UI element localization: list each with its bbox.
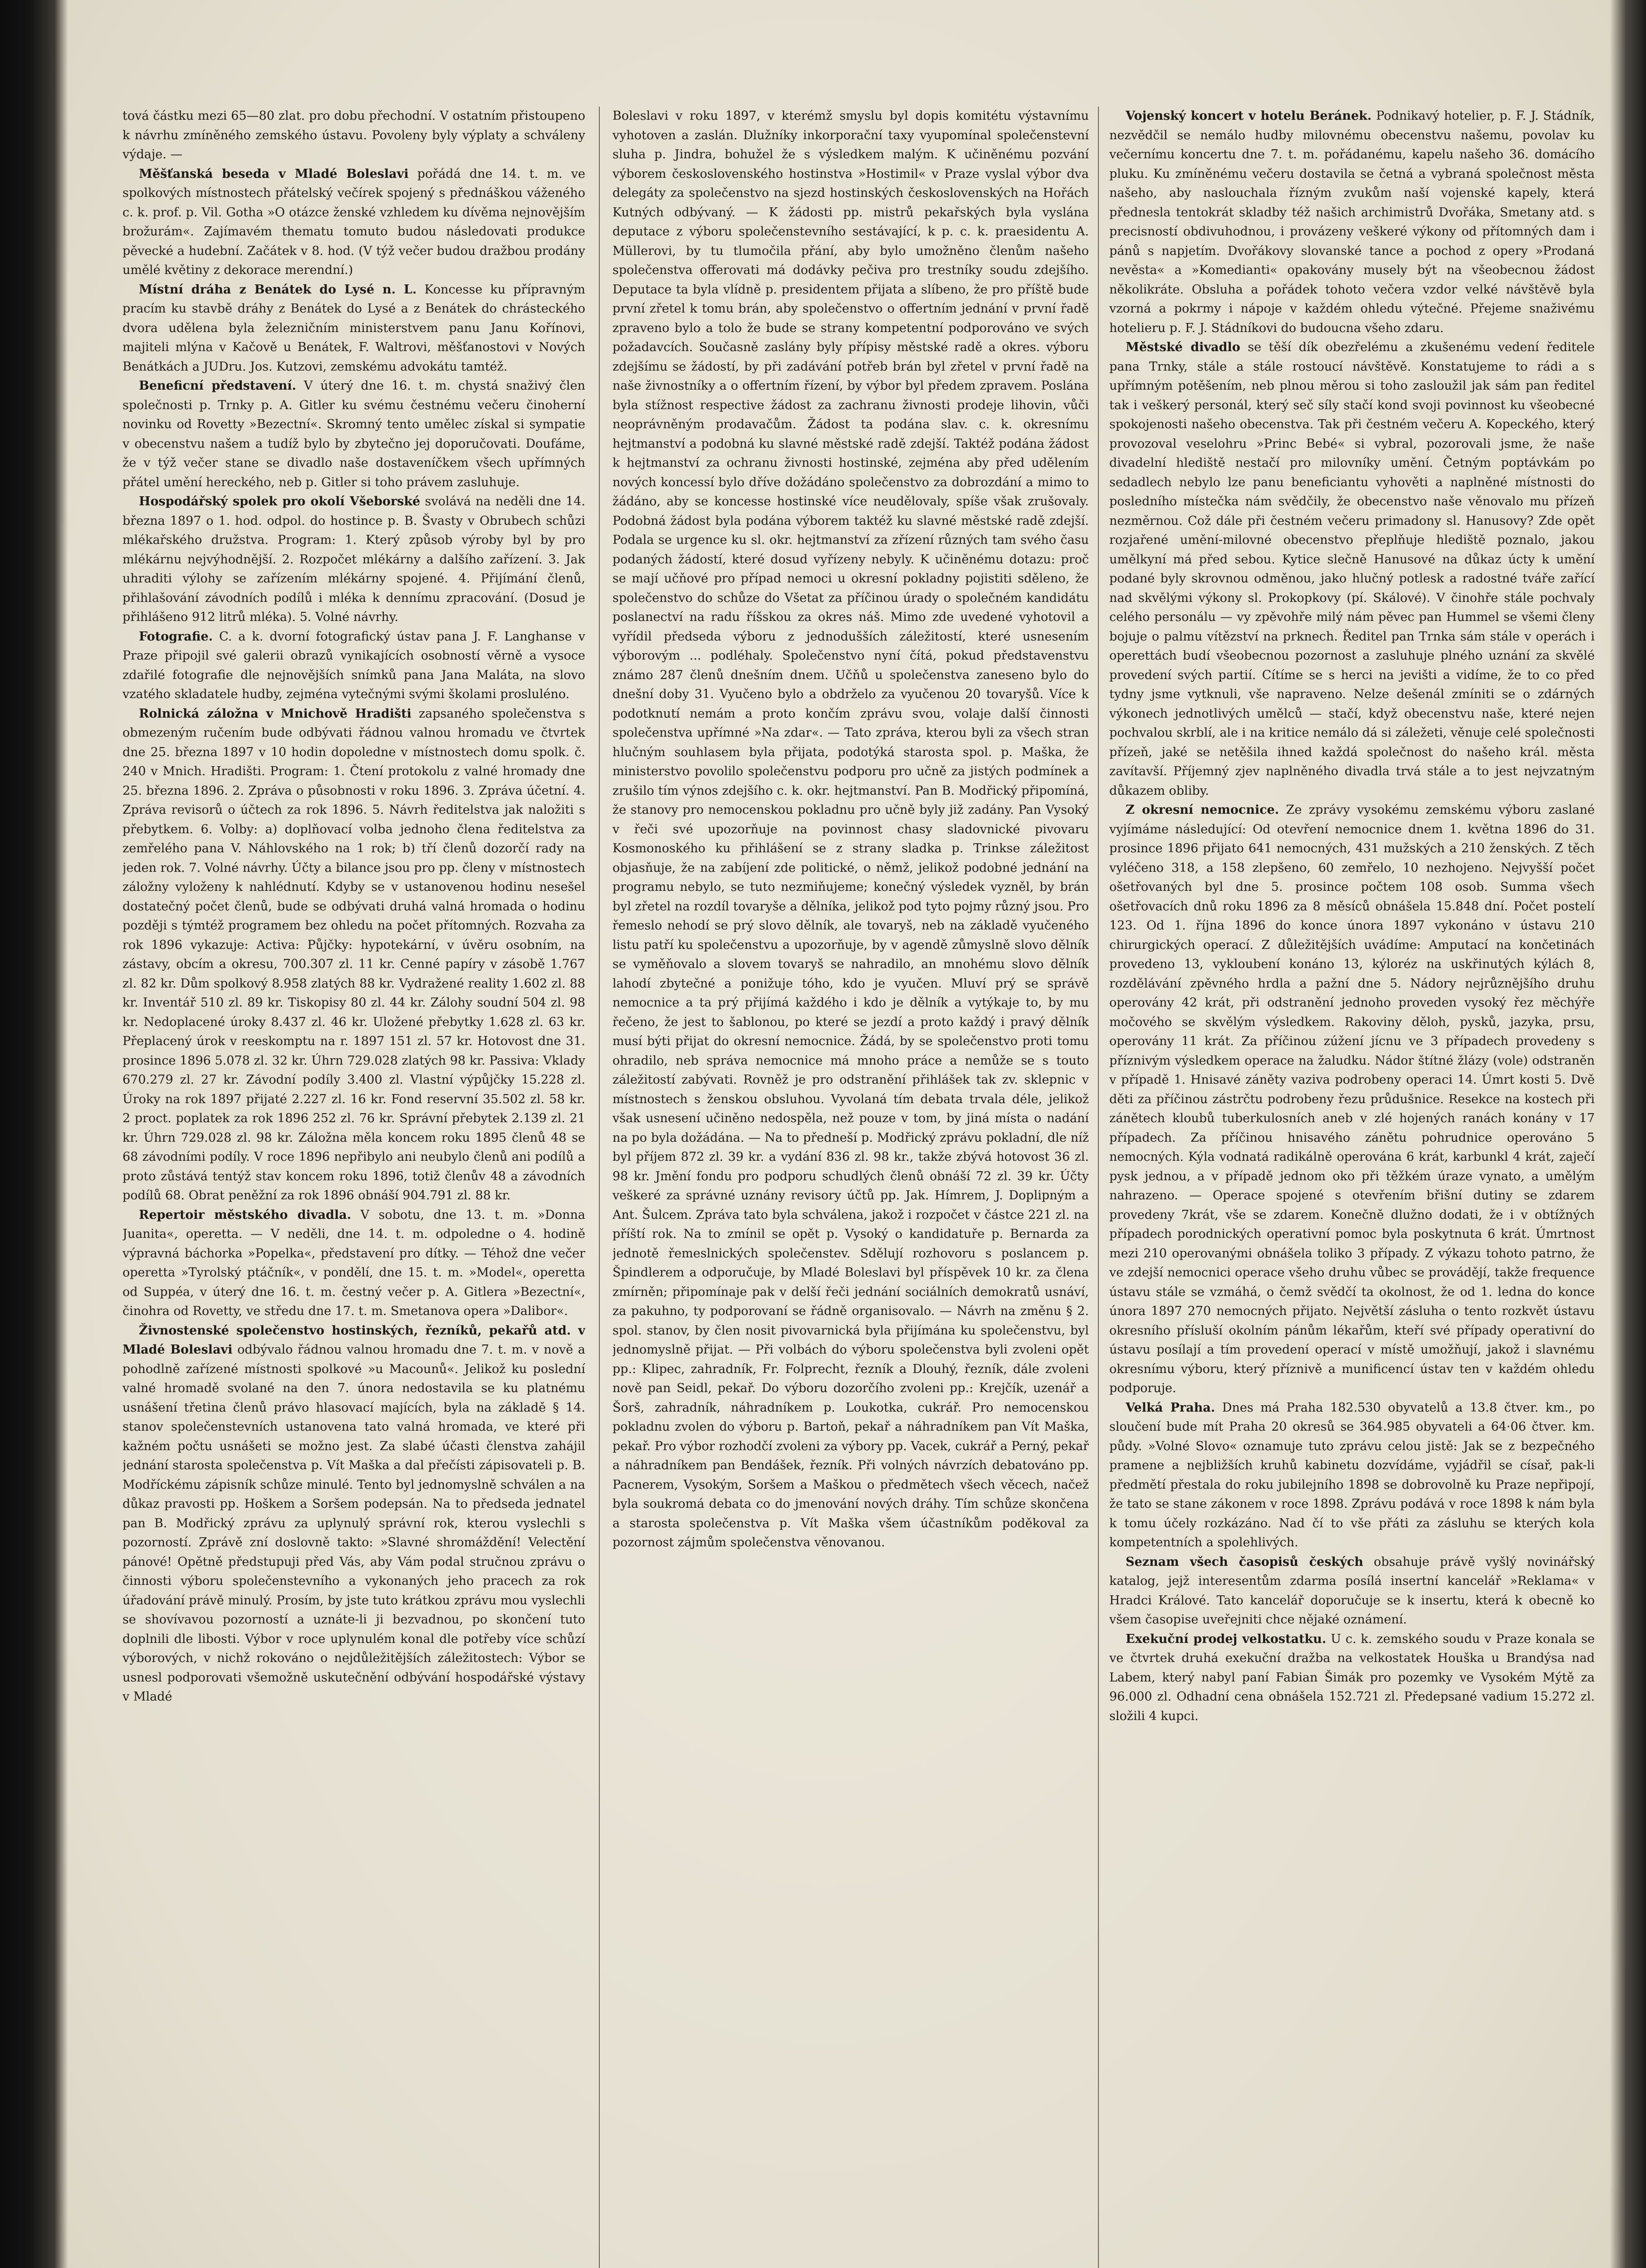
article-heading: Rolnická záložna v Mnichově Hradišti [139, 706, 412, 721]
article-text: se těší dík obezřelému a zkušenému vedení ředitele pana Trnky, stále a stále rostoucí návštěvě. Konstatujeme to rádi a s upřímným potěšením, neb plnou měrou si toho zasloužil jak sám pan ředitel tak i veškerý personál, který seč síly stačí kond svoji povinnost ku všeobecné spokojenosti našeho obecenstva. Tak při čestném večeru A. Kopeckého, který provozoval veselohru »Princ Bebé« si vybral, pozorovali jsme, že naše divadelní hlediště nestačí pro milovníky umění. Četným poptávkám po sedadlech nebylo lze panu beneficiantu vyhověti a naplněné místnosti do posledního místečka nám svědčily, že obecenstvo naše věnovalo mu přízeň nezměrnou. Což dále při čestném večeru primadony sl. Hanusovy? Zde opět rozjařené umění-milovné obecenstvo přeplňuje hlediště poznalo, jakou umělkyní má před sebou. Kytice slečně Hanusové na důkaz úcty k umění podané byly skrovnou odměnou, jako hlučný potlesk a radostné tváře zařící nad skvělými výkony sl. Prokopkovy (pí. Skálové). V činohře stále pochvaly celého personálu — vy zpěvohře milý nám pěvec pan Hummel se všemi členy bojuje o palmu vítězství na prknech. Ředitel pan Trnka sám stále v operách i operettách budí všeobecnou pozornost a zasluhuje plného uznání za skvělé provedení svých partií. Cítíme se s herci na jevišti a vidíme, že to co před tydny jsme vytknuli, vše napraveno. Nelze dešenál zmíniti se o zdárných výkonech jednotlivých umělců — stačí, když obecenstvu naše, které nejen pochvalou skrblí, ale i na kritice nemálo dá si záležeti, věnuje celé společnosti přízeň, jaké se netěšila ihned každá společnost do našeho král. města zavítavší. Příjemný zjev naplněného divadla trvá stále a to jest nejvzatným důkazem obliby. [1109, 340, 1595, 798]
article-paragraph [122, 492, 585, 627]
article-heading: Beneficní představení. [139, 379, 296, 393]
text-column-1 [122, 107, 585, 2268]
article-paragraph [1109, 801, 1595, 1398]
article-paragraph [122, 107, 585, 165]
article-paragraph [122, 1206, 585, 1321]
article-text: V sobotu, dne 13. t. m. »Donna Juanita«, operetta. — V neděli, dne 14. t. m. odpoledne o 4. hodině výpravná báchorka »Popelka«, představení pro dítky. — Téhož dne večer operetta »Tyrolský ptáčník«, v pondělí, dne 15. t. m. »Model«, operetta od Suppéa, v úterý dne 16. t. m. čestný večer p. A. Gitlera »Bezectní«, činohra od Rovetty, ve středu dne 17. t. m. Smetanova opera »Dalibor«. [122, 1207, 585, 1318]
article-paragraph [122, 1321, 585, 1707]
article-heading: Vojenský koncert v hotelu Beránek. [1126, 109, 1372, 123]
article-paragraph [612, 107, 1089, 1553]
article-paragraph [1109, 1398, 1595, 1553]
article-paragraph [122, 376, 585, 492]
article-paragraph [122, 704, 585, 1206]
article-paragraph [1109, 338, 1595, 801]
article-heading: Měšťanská beseda v Mladé Boleslavi [139, 166, 409, 181]
article-text: C. a k. dvorní fotografický ústav pana J. F. Langhanse v Praze připojil své galerii obrazů vynikajících osobností věrně a vysoce zdařilé fotografie dle nejnovějších snímků pana Jana Maláta, na slovo vzatého skladatele hudby, zejména vytečnými svými školami prosluléno. [122, 629, 585, 701]
article-heading: Místní dráha z Benátek do Lysé n. L. [139, 282, 417, 297]
article-text: zapsaného společenstva s obmezeným ručením bude odbývati řádnou valnou hromadu ve čtvrtek dne 25. března 1897 v 10 hodin dopoledne v místnostech domu spolk. č. 240 v Mnich. Hradišti. Program: 1. Čtení protokolu z valné hromady dne 25. března 1896. 2. Zpráva o působnosti v roku 1896. 3. Zpráva účetní. 4. Zpráva revisorů o účtech za rok 1896. 5. Návrh ředitelstva jak naložiti s přebytkem. 6. Volby: a) doplňovací volba jednoho člena ředitelstva za zemřelého pana V. Náhlovského na 1 rok; b) tří členů dozorčí rady na jeden rok. 7. Volné návrhy. Účty a bilance jsou pro pp. členy v místnostech záložny vyloženy k nahlédnutí. Kdyby se v ustanovenou hodinu nesešel dostatečný počet členů, bude se odbývati druhá valná hromada o hodinu později s týmtéž programem bez ohledu na počet přítomných. Rozvaha za rok 1896 vykazuje: Activa: Půjčky: hypotekární, v úvěru osobním, na zástavy, obcím a okresu, 700.307 zl. 11 kr. Cenné papíry v zásobě 1.767 zl. 82 kr. Dům spolkový 8.958 zlatých 88 kr. Vydražené reality 1.602 zl. 88 kr. Inventář 510 zl. 89 kr. Tiskopisy 80 zl. 44 kr. Zálohy soudní 504 zl. 98 kr. Nedoplacené úroky 8.437 zl. 46 kr. Uložené přebytky 1.628 zl. 63 kr. Přeplacený úrok v reeskomptu na r. 1897 151 zl. 57 kr. Hotovost dne 31. prosince 1896 5.078 zl. 32 kr. Úhrn 729.028 zlatých 98 kr. Passiva: Vklady 670.279 zl. 27 kr. Závodní podíly 3.400 zl. Vlastní výpůjčky 15.228 zl. Úroky na rok 1897 přijaté 2.227 zl. 16 kr. Fond reservní 35.502 zl. 58 kr. 2 proct. poplatek za rok 1896 252 zl. 76 kr. Správní přebytek 2.139 zl. 21 kr. Úhrn 729.028 zl. 98 kr. Záložna měla koncem roku 1895 členů 48 se 68 závodními podíly. V roce 1896 nepřibylo ani neubylo členů ani podílů a proto zůstává tentýž stav koncem roku 1896, totiž členův 48 a závodních podílů 68. Obrat peněžní za rok 1896 obnáší 904.791 zl. 88 kr. [122, 706, 585, 1202]
article-text: pořádá dne 14. t. m. ve spolkových místnostech přátelský večírek spojený s přednáškou váženého c. k. prof. p. Vil. Gotha »O otázce ženské vzhledem ku dívěma nejnovějším brožurám«. Zajímavém thematu tomuto budou následovati produkce pěvecké a hudební. Začátek v 8. hod. (V týž večer budou dražbou prodány umělé květiny z dekorace merendní.) [122, 166, 585, 277]
article-text: odbývalo řádnou valnou hromadu dne 7. t. m. v nově a pohodlně zařízené místnosti spolkové »u Macounů«. Jelikož ku poslední valné hromadě svolané na den 7. února nedostavila se ku platnému usnášení třetina členů právo hlasovací majících, byla na základě § 14. stanov společenstevních ustanovena tato valná hromada, ve které při kažném počtu usnášeti se možno jest. Za slabé účasti členstva zahájil jednání starosta společenstva p. Vít Maška a dal přečísti zápisovateli p. B. Modříckému zápisník schůze minulé. Tento byl jednomyslně schválen a na důkaz pravosti pp. Hoškem a Soršem podepsán. Na to předseda jednatel pan B. Modřický zprávu za uplynulý správní rok, kterou vyslechli s pozorností. Zprávě zní doslovně takto: »Slavné shromáždění! Velectění pánové! Opětně předstupuji před Vás, aby Vám podal stručnou zprávu o činnosti výboru společenstevního a vykonaných jeho pracech za rok úřadování právě minulý. Prosím, by jste tuto krátkou zprávu mou vyslechli se shovívavou pozorností a uznáte-li ji bezvadnou, po skončení tuto doplnili dle libosti. Výbor v roce uplynulém konal dle potřeby více schůzí výborových, v nichž rokováno o nejdůležitějších záležitostech: Výbor se usnesl podporovati všemožně uskutečnění odbývání hospodářské výstavy v Mladé [122, 1343, 585, 1704]
article-text: tová částku mezi 65—80 zlat. pro dobu přechodní. V ostatním přistoupeno k návrhu zmíněného zemského ústavu. Povoleny byly výplaty a schváleny výdaje. — [122, 109, 585, 161]
article-text: V úterý dne 16. t. m. chystá snaživý člen společnosti p. Trnky p. A. Gitler ku svému čestnému večeru činoherní novinku od Rovetty »Bezectní«. Skromný tento umělec získal si sympatie v obecenstvu našem a tudíž bylo by zbytečno jej doporučovati. Doufáme, že v týž večer stane se divadlo naše dostaveníčkem všech upřímných přátel umění hereckého, neb p. Gitler si toho právem zasluhuje. [122, 379, 585, 489]
article-text: U c. k. zemského soudu v Praze konala se ve čtvrtek druhá exekuční dražba na velkostatek Houška u Brandýsa nad Labem, který nabyl paní Fabian Šimák pro pozemky ve Vysokém Mýtě za 96.000 zl. Odhadní cena obnášela 152.721 zl. Předepsané vadium 15.272 zl. složili 4 kupci. [1109, 1632, 1595, 1723]
article-paragraph [1109, 1553, 1595, 1630]
article-text: Koncesse ku přípravným pracím ku stavbě dráhy z Benátek do Lysé a z Benátek do chrásteckého dvora udělena byla železničním ministerstvem panu Janu Kořínovi, majiteli mlýna v Kačově u Benátek, F. Waltrovi, měšťanostovi v Nových Benátkách a JUDru. Jos. Kutzovi, zemskému advokátu tamtéž. [122, 282, 585, 374]
article-text: Ze zprávy vysokému zemskému výboru zaslané vyjímáme následující: Od otevření nemocnice dnem 1. května 1896 do 31. prosince 1896 přijato 641 nemocných, 431 mužských a 210 ženských. Z těch vyléčeno 318, a 158 zlepšeno, 60 zemřelo, 10 nezhojeno. Nejvyšší počet ošetřovaných byl dne 5. prosince počtem 108 osob. Summa všech ošetřovacích dnů roku 1896 za 8 měsíců obnášela 15.848 dní. Počet postelí 123. Od 1. října 1896 do konce února 1897 vykonáno v ústavu 210 chirurgických operací. Z důležitějších uvádíme: Amputací na končetinách provedeno 13, vykloubení konáno 13, kýloréz na uskřinutých kýlách 8, rozdělávání zpěvného hrdla a pažní dne 5. Nádory nejrůznějšího druhu operovány 42 krát, při odstranění jednoho proveden vysoký řez měchýře močového se skvělým výsledkem. Rakoviny děloh, pysků, jazyka, prsu, operovány 11 krát. Za příčinou zúžení jícnu ve 3 případech provedeny s příznivým výsledkem operace na žaludku. Nádor štítné žlázy (vole) odstraněn v případě 1. Hnisavé záněty vaziva podrobeny operaci 14. Úmrt kosti 5. Dvě děti za příčinou zástrčtu podrobeny řezu průdušnice. Resekce na kostech při zánětech kloubů tuberkulosních aneb v zlé hojených ranách konány v 17 případech. Za příčinou hnisavého zánětu pohrudnice operováno 5 nemocných. Kýla vodnatá radikálně operována 6 krát, karbunkl 4 krát, zaječí pysk jednou, a v případě jednom oko při těžkém úraze vynato, a umělým nahrazeno. — Operace spojené s otevřením břišní dutiny se zdarem provedeny 7krát, vše se zdarem. Konečně dlužno dodati, že i v obtížných případech porodnických operativní pomoc byla poskytnuta 6 krát. Úmrtnost mezi 210 operovanými obnášela toliko 3 případy. Z výkazu tohoto patrno, že ve zdejší nemocnici operace všeho druhu vůbec se provádějí, takže frequence ústavu stále se vzmáhá, o čemž svědčí ta okolnost, že od 1. ledna do konce února 1897 270 nemocných přijato. Největší zásluha o tento rozkvět ústavu okresního přísluší okolním pánům lékařům, kteří své případy operativní do ústavu posílají a tím provedení operací v místě umožňují, jakož i slavnému okresnímu výboru, který příznivě a munificencí ústav ten v každém ohledu podporuje. [1109, 803, 1595, 1395]
article-paragraph [122, 165, 585, 280]
article-paragraph [1109, 107, 1595, 338]
scan-edge-right [1610, 0, 1646, 2268]
text-column-3 [1109, 107, 1595, 2268]
text-column-2 [612, 107, 1089, 2268]
article-heading: Z okresní nemocnice. [1126, 803, 1279, 817]
article-paragraph [1109, 1630, 1595, 1726]
column-rule-1 [599, 107, 600, 2268]
article-heading: Městské divadlo [1126, 340, 1240, 354]
article-text: Boleslavi v roku 1897, v kterémž smyslu byl dopis komitétu výstavnímu vyhotoven a zaslán. Dlužníky inkorporační taxy vyupomínal společenstevní sluha p. Jindra, bohužel že s výsledkem malým. K učiněnému pozvání výborem československého hostinstva »Hostimil« v Praze vyslal výbor dva delegáty za společenstvo na sjezd hostinských československých na Hořách Kutných odbývaný. — K žádosti pp. mistrů pekařských byla vyslána deputace z výboru společenstevního sestávající, k p. c. k. praesidentu A. Müllerovi, by tu tlumočila přání, aby bylo umožněno členům našeho společenstva offerovati má dodávky pečiva pro trestníky soudu zdejšího. Deputace ta byla vlídně p. presidentem přijata a slíbeno, že pro příště bude první zřetel k tomu brán, aby společenstvo o offertním jednání v první řadě zpraveno bylo a tolo že bude se strany kompetentní podporováno ve svých požadavcích. Současně zaslány byly přípisy městské radě a okres. výboru zdejšímu se žádostí, by při zadávání potřeb brán byl zřetel v první řadě na naše živnostníky a o offertním řízení, by výbor byl předem zpravem. Poslána byla stížnost respective žádost za zachranu živnosti prodeje lihovin, vůči neoprávněným prodavačům. Žádost ta podána slav. c. k. okresnímu hejtmanství a podobná ku slavné městské radě zdejší. Taktéž podána žádost k hejtmanství za ochranu živnosti hostinské, zejména aby před udělením nových koncessí bylo dříve dožádáno společenstvo za dobrozdání a mimo to žádáno, aby se koncesse hostinské více neudělovaly, spíše však zrušovaly. Podobná žádost byla podána výborem taktéž ku slavné městské radě zdejší. Podala se urgence ku sl. okr. hejtmanství za zřízení různých tam svého času podaných žádostí, které dosud vyřízeny nebyly. K učiněnému dotazu: proč se mají učňové pro případ nemoci u okresní pokladny pojistiti sděleno, že společenstvo do schůze do Všetat za příčinou úrady o společném kandidátu poslanectví na radu říšskou za okres náš. Mimo zde uvedené vyhotovil a vyřídil předseda výboru z jednodušších záležitostí, které usnesením výborovým ... podléhaly. Společenstvo nyní čítá, pokud představenstvu známo 287 členů dnešním dnem. Učňů u společenstva zaneseno bylo do dnešní doby 31. Vyučeno bylo a obdrželo za vyučenou 20 tovaryšů. Více k podotknutí nemám a proto končím zprávu svou, volaje další činnosti společenstva upřímné »Na zdar«. — Tato zpráva, kterou byli za všech stran hlučným souhlasem byla přijata, podotýká starosta spol. p. Maška, že ministerstvo povolilo společenstvu podporu pro učně za jistých podmínek a zrušilo tím výnos zdejšího c. k. okr. hejtmanství. Pan B. Modřický připomíná, že stanovy pro nemocenskou pokladnu pro učně byly již zadány. Pan Vysoký v řeči své upozorňuje na povinnost chasy sladovnické pivovaru Kosmonoského ku přihlášení se z strany sladka p. Trinkse záležitost objasňuje, že na zabíjení zde politické, o němž, jelikož podobné jednání na programu nebylo, se tuto nezmiňujeme; konečný výsledek vyzněl, by brán byl zřetel na rozdíl tovaryše a dělníka, jelikož pod tyto pojmy různý jsou. Pro řemeslo nehodí se prý slovo dělník, ale tovaryš, neb na základě vyučeného listu patří ku společenstvu a upozorňuje, by v agendě zůmyslně slovo dělník se vyměňovalo a slovem tovaryš se nahradilo, an mnohému slovo dělník lahodí zbytečné a ponižuje tóho, kdo je vyučen. Mluví prý se správě nemocnice a ta prý přijímá každého i kdo je dělník a vytýkaje to, by mu řečeno, že jest to šablonou, po které se jezdí a proto každý i pravý dělník musí býti přijat do okresní nemocnice. Žádá, by se společenstvo proti tomu ohradilo, neb správa nemocnice má mnoho práce a nemůže se s touto záležitostí zabývati. Rovněž je pro odstranění přihlášek tak zv. sklepnic v místnostech s ženskou obsluhou. Vyvolaná tím debata trvala déle, jelikož však usnesení učiněno nedospěla, než pouze v tom, by jiná místa o nadání na po byla dožádána. — Na to předneší p. Modřický zprávu pokladní, dle níž byl příjem 872 zl. 39 kr. a vydání 836 zl. 98 kr., takže zbývá hotovost 36 zl. 98 kr. Jmění fondu pro podporu schudlých členů obnáší 72 zl. 39 kr. Účty veškeré za správné uznány revisory účtů pp. Jak. Hímrem, J. Doplipným a Ant. Šulcem. Zpráva tato byla schválena, jakož i rozpočet v částce 221 zl. na příští rok. Na to zmínil se opět p. Vysoký o kandidatuře p. Bernarda za jednotě řemeslnických společenstev. Sdělují rozhovoru s poslancem p. Špindlerem a odporučuje, by Mladé Boleslavi byl příspěvek 10 kr. za člena zmírněn; připomínaje pak v delší řeči jednání sociálních demokratů usnáví, za pakuhno, ty podporovaní se řádně organisovalo. — Návrh na změnu § 2. spol. stanov, by člen nosit pivovarnická byla přijímána ku společenstvu, byl jednomyslně přijat. — Při volbách do výboru společenstva byli zvoleni opět pp.: Klipec, zahradník, Fr. Folprecht, řezník a Dlouhý, řezník, dále zvoleni nově pan Seidl, pekař. Do výboru dozorčího zvoleni pp.: Krejčík, uzenář a Šorš, zahradník, náhradníkem p. Loukotka, cukrář. Pro nemocenskou pokladnu zvolen do výboru p. Bartoň, pekař a náhradníkem pan Vít Maška, pekař. Pro výbor rozhodčí zvoleni za výbory pp. Vacek, cukrář a Perný, pekař a náhradníkem pan Bendášek, řezník. Při volných návrzích debatováno pp. Pacnerem, Vysokým, Soršem a Maškou o předmětech všech věcech, načež byla soukromá debata co do jmenování nových dráhy. Tím schůze skončena a starosta společenstva p. Vít Maška všem účastníkům poděkoval za pozornost zájmům společenstva věnovanou. [612, 109, 1089, 1549]
article-heading: Seznam všech časopisů českých [1126, 1554, 1363, 1569]
column-rule-2 [1098, 107, 1099, 2268]
article-paragraph [122, 627, 585, 704]
article-heading: Velká Praha. [1126, 1400, 1215, 1415]
article-text: obsahuje právě vyšlý novinářský katalog, jejž interesentům zdarma posílá insertní kancelář »Reklama« v Hradci Králové. Tato kancelář doporučuje se k insertu, která k obecně ko všem časopise uveřejniti chce nějaké oznámení. [1109, 1554, 1595, 1627]
article-text: Dnes má Praha 182.530 obyvatelů a 13.8 čtver. km., po sloučení bude mít Praha 20 okresů se 364.985 obyvateli a 64·06 čtver. km. půdy. »Volné Slovo« oznamuje tuto zprávu celou jistě: Jak se z bezpečného pramene a nejbližších kruhů kabinetu dozvídáme, vyjádřil se císař, pak-li předmětí přestala do roku jubilejního 1898 se dobrovolně ku Praze nepřipojí, že tato se stane zákonem v roce 1898. Zprávu podává v roce 1898 k nám byla k tomu účely rozkázáno. Nad čí to vše přáti za zásluhu se kterých kola kompetentních a spolehlivých. [1109, 1400, 1595, 1549]
article-heading: Živnostenské společenstvo hostinských, řezníků, pekařů atd. v Mladé Boleslavi [122, 1323, 585, 1357]
article-heading: Hospodářský spolek pro okolí Všeborské [139, 494, 421, 508]
scan-edge-left [0, 0, 68, 2268]
article-heading: Repertoir městského divadla. [139, 1207, 351, 1222]
article-paragraph [122, 280, 585, 377]
article-text: svolává na neděli dne 14. března 1897 o 1. hod. odpol. do hostince p. B. Švasty v Obrubech schůzi mlékařského družstva. Program: 1. Který způsob výroby byl by pro mlékárnu nejvýhodnější. 2. Rozpočet mlékárny a dalšího zařízení. 3. Jak uhraditi výlohy se zařízením mlékárny spojené. 4. Přijímání členů, přihlašování závodních podílů i mléka k dennímu zpracování. (Dosud je přihlášeno 912 litrů mléka). 5. Volné návrhy. [122, 494, 585, 624]
article-heading: Fotografie. [139, 629, 213, 644]
article-heading: Exekuční prodej velkostatku. [1126, 1632, 1327, 1646]
article-text: Podnikavý hotelier, p. F. J. Stádník, nezvědčil se nemálo hudby milovnému obecenstvu našemu, povolav ku večernímu koncertu dne 7. t. m. pořádanému, kapelu našeho 36. domácího pluku. Ku zmíněnému večeru dostavila se četná a vybraná společnost města našeho, aby naslouchala řízným zvukům naší vojenské kapely, která přednesla tentokrát skladby též našich archimistrů Dvořáka, Smetany atd. s precisností obdivuhodnou, i provázeny veškeré výkony od přítomných dam i pánů s napjetím. Dvořákovy slovanské tance a pochod z opery »Prodaná nevěsta« a »Komedianti« opakovány musely být na všeobecnou žádost několikráte. Obsluha a pořádek tohoto večera vzdor velké návštěvě byla vzorná a pokrmy i nápoje v každém ohledu výtečné. Přejeme snaživému hotelieru p. F. J. Stádníkovi do budoucna všeho zdaru. [1109, 109, 1595, 335]
